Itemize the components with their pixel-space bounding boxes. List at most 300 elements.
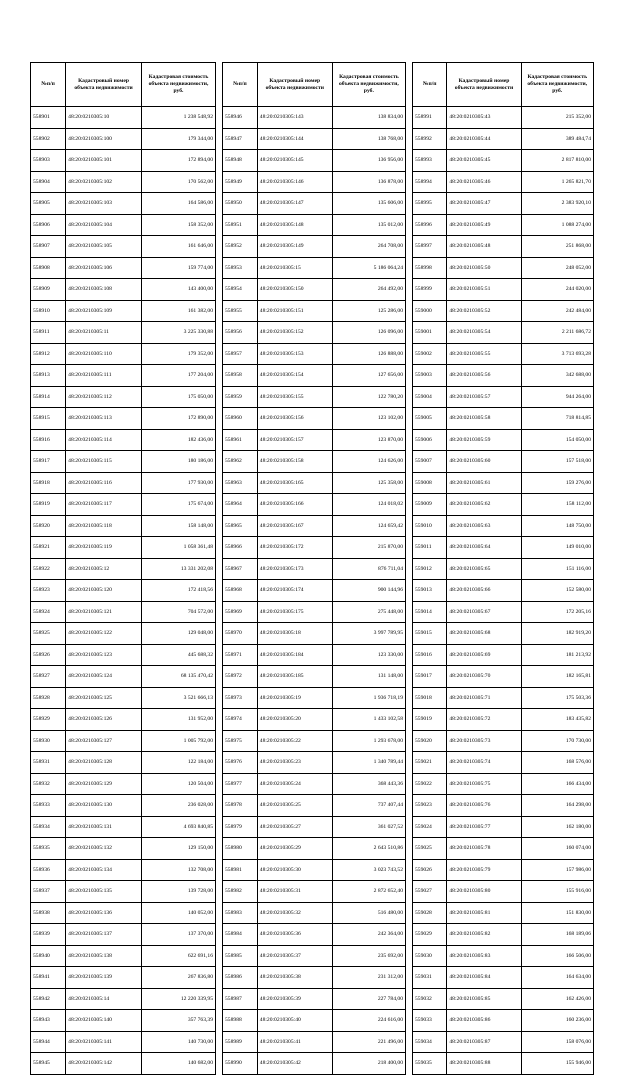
cadastral-number: 48:20:0210305:150 — [257, 279, 332, 301]
table-row — [31, 322, 216, 344]
table-row — [223, 580, 406, 602]
row-number: 558948 — [223, 150, 258, 172]
cadastral-value: 622 691,16 — [141, 945, 215, 967]
cadastral-value: 2 872 652,40 — [332, 881, 405, 903]
cadastral-number: 48:20:0210305:22 — [257, 730, 332, 752]
cadastral-number: 48:20:0210305:58 — [447, 408, 521, 430]
row-number: 558956 — [223, 322, 258, 344]
cadastral-number: 48:20:0210305:47 — [447, 193, 521, 215]
table-row — [223, 537, 406, 559]
row-number: 559022 — [413, 773, 447, 795]
cadastral-value: 1 238 548,92 — [141, 107, 215, 129]
table-row — [31, 1053, 216, 1075]
cadastral-number: 48:20:0210305:120 — [66, 580, 142, 602]
table-row — [31, 279, 216, 301]
row-number: 558912 — [31, 343, 66, 365]
cadastral-value: 2 817 810,00 — [521, 150, 593, 172]
cadastral-number: 48:20:0210305:52 — [447, 300, 521, 322]
row-number: 558906 — [31, 214, 66, 236]
row-number: 558935 — [31, 838, 66, 860]
cadastral-value: 140 052,00 — [141, 902, 215, 924]
table-row — [223, 257, 406, 279]
cadastral-value: 718 814,85 — [521, 408, 593, 430]
table-row — [31, 558, 216, 580]
header-cadastral-value: Кадастровая стоимость объекта недвижимости, руб. — [332, 63, 405, 107]
row-number: 558904 — [31, 171, 66, 193]
cadastral-value: 227 784,00 — [332, 988, 405, 1010]
cadastral-number: 48:20:0210305:46 — [447, 171, 521, 193]
table-header-row — [31, 63, 216, 107]
row-number: 558985 — [223, 945, 258, 967]
cadastral-value: 5 186 064,24 — [332, 257, 405, 279]
cadastral-number: 48:20:0210305:140 — [66, 1010, 142, 1032]
cadastral-value: 159 276,00 — [521, 472, 593, 494]
header-num: №п/п — [31, 63, 66, 107]
cadastral-number: 48:20:0210305:153 — [257, 343, 332, 365]
row-number: 559005 — [413, 408, 447, 430]
cadastral-number: 48:20:0210305:74 — [447, 752, 521, 774]
row-number: 559010 — [413, 515, 447, 537]
cadastral-number: 48:20:0210305:77 — [447, 816, 521, 838]
cadastral-value: 3 225 330,88 — [141, 322, 215, 344]
cadastral-number: 48:20:0210305:71 — [447, 687, 521, 709]
row-number: 559007 — [413, 451, 447, 473]
cadastral-value: 120 504,00 — [141, 773, 215, 795]
cadastral-number: 48:20:0210305:41 — [257, 1031, 332, 1053]
cadastral-number: 48:20:0210305:114 — [66, 429, 142, 451]
cadastral-value: 158 352,00 — [141, 214, 215, 236]
cadastral-value: 143 400,00 — [141, 279, 215, 301]
cadastral-number: 48:20:0210305:148 — [257, 214, 332, 236]
cadastral-value: 129 048,00 — [141, 623, 215, 645]
row-number: 558945 — [31, 1053, 66, 1075]
row-number: 559012 — [413, 558, 447, 580]
row-number: 559030 — [413, 945, 447, 967]
row-number: 558981 — [223, 859, 258, 881]
cadastral-value: 125 286,00 — [332, 300, 405, 322]
cadastral-value: 149 010,00 — [521, 537, 593, 559]
row-number: 558934 — [31, 816, 66, 838]
table-row — [413, 773, 594, 795]
cadastral-number: 48:20:0210305:60 — [447, 451, 521, 473]
cadastral-number: 48:20:0210305:31 — [257, 881, 332, 903]
table-row — [31, 988, 216, 1010]
table-row — [413, 128, 594, 150]
table-row — [413, 150, 594, 172]
row-number: 558982 — [223, 881, 258, 903]
cadastral-number: 48:20:0210305:54 — [447, 322, 521, 344]
table-row — [223, 128, 406, 150]
cadastral-value: 704 572,00 — [141, 601, 215, 623]
cadastral-number: 48:20:0210305:63 — [447, 515, 521, 537]
table-row — [413, 1010, 594, 1032]
cadastral-number: 48:20:0210305:32 — [257, 902, 332, 924]
row-number: 558994 — [413, 171, 447, 193]
table-row — [413, 365, 594, 387]
row-number: 558946 — [223, 107, 258, 129]
row-number: 558997 — [413, 236, 447, 258]
table-row — [413, 451, 594, 473]
table-row — [223, 945, 406, 967]
row-number: 558967 — [223, 558, 258, 580]
table-row — [223, 967, 406, 989]
cadastral-value: 1 936 718,19 — [332, 687, 405, 709]
cadastral-number: 48:20:0210305:38 — [257, 967, 332, 989]
row-number: 558915 — [31, 408, 66, 430]
cadastral-number: 48:20:0210305:64 — [447, 537, 521, 559]
table-row — [31, 601, 216, 623]
table-row — [31, 408, 216, 430]
row-number: 558955 — [223, 300, 258, 322]
row-number: 558954 — [223, 279, 258, 301]
cadastral-value: 151 116,00 — [521, 558, 593, 580]
table-row — [413, 494, 594, 516]
cadastral-value: 158 112,00 — [521, 494, 593, 516]
table-row — [413, 838, 594, 860]
row-number: 559003 — [413, 365, 447, 387]
cadastral-number: 48:20:0210305:185 — [257, 666, 332, 688]
row-number: 558971 — [223, 644, 258, 666]
row-number: 559011 — [413, 537, 447, 559]
table-row — [223, 988, 406, 1010]
row-number: 558975 — [223, 730, 258, 752]
cadastral-number: 48:20:0210305:20 — [257, 709, 332, 731]
cadastral-number: 48:20:0210305:86 — [447, 1010, 521, 1032]
cadastral-number: 48:20:0210305:175 — [257, 601, 332, 623]
row-number: 559020 — [413, 730, 447, 752]
table-row — [413, 515, 594, 537]
cadastral-number: 48:20:0210305:51 — [447, 279, 521, 301]
header-cadastral-number: Кадастровый номер объекта недвижимости — [447, 63, 521, 107]
cadastral-value: 175 503,36 — [521, 687, 593, 709]
table-row — [223, 193, 406, 215]
cadastral-number: 48:20:0210305:139 — [66, 967, 142, 989]
cadastral-value: 157 518,00 — [521, 451, 593, 473]
row-number: 558957 — [223, 343, 258, 365]
cadastral-value: 248 052,00 — [521, 257, 593, 279]
cadastral-value: 361 027,52 — [332, 816, 405, 838]
table-row — [223, 429, 406, 451]
cadastral-number: 48:20:0210305:105 — [66, 236, 142, 258]
cadastral-number: 48:20:0210305:18 — [257, 623, 332, 645]
cadastral-number: 48:20:0210305:69 — [447, 644, 521, 666]
cadastral-number: 48:20:0210305:132 — [66, 838, 142, 860]
table-row — [31, 859, 216, 881]
cadastral-number: 48:20:0210305:67 — [447, 601, 521, 623]
table-row — [31, 214, 216, 236]
cadastral-value: 170 562,00 — [141, 171, 215, 193]
table-row — [31, 1010, 216, 1032]
cadastral-number: 48:20:0210305:108 — [66, 279, 142, 301]
cadastral-value: 251 868,00 — [521, 236, 593, 258]
table-row — [413, 386, 594, 408]
table-row — [31, 107, 216, 129]
cadastral-value: 124 659,42 — [332, 515, 405, 537]
row-number: 558914 — [31, 386, 66, 408]
cadastral-value: 139 728,00 — [141, 881, 215, 903]
cadastral-number: 48:20:0210305:49 — [447, 214, 521, 236]
cadastral-number: 48:20:0210305:44 — [447, 128, 521, 150]
cadastral-number: 48:20:0210305:152 — [257, 322, 332, 344]
cadastral-number: 48:20:0210305:126 — [66, 709, 142, 731]
cadastral-value: 215 870,00 — [332, 537, 405, 559]
cadastral-value: 126 096,00 — [332, 322, 405, 344]
table-row — [413, 472, 594, 494]
table-row — [223, 451, 406, 473]
cadastral-number: 48:20:0210305:119 — [66, 537, 142, 559]
row-number: 559004 — [413, 386, 447, 408]
cadastral-number: 48:20:0210305:141 — [66, 1031, 142, 1053]
row-number: 558938 — [31, 902, 66, 924]
table-row — [31, 171, 216, 193]
cadastral-value: 123 102,00 — [332, 408, 405, 430]
cadastral-value: 68 135 470,42 — [141, 666, 215, 688]
row-number: 559014 — [413, 601, 447, 623]
row-number: 558908 — [31, 257, 66, 279]
cadastral-number: 48:20:0210305:149 — [257, 236, 332, 258]
cadastral-number: 48:20:0210305:113 — [66, 408, 142, 430]
cadastral-number: 48:20:0210305:151 — [257, 300, 332, 322]
cadastral-value: 2 211 686,72 — [521, 322, 593, 344]
row-number: 559017 — [413, 666, 447, 688]
cadastral-value: 264 492,00 — [332, 279, 405, 301]
cadastral-value: 181 213,92 — [521, 644, 593, 666]
table-row — [413, 236, 594, 258]
cadastral-number: 48:20:0210305:128 — [66, 752, 142, 774]
table-row — [413, 193, 594, 215]
row-number: 558927 — [31, 666, 66, 688]
table-row — [223, 795, 406, 817]
table-row — [223, 408, 406, 430]
cadastral-number: 48:20:0210305:122 — [66, 623, 142, 645]
cadastral-number: 48:20:0210305:23 — [257, 752, 332, 774]
row-number: 558925 — [31, 623, 66, 645]
cadastral-value: 215 352,00 — [521, 107, 593, 129]
table-row — [31, 816, 216, 838]
table-row — [31, 752, 216, 774]
table-row — [223, 881, 406, 903]
cadastral-number: 48:20:0210305:156 — [257, 408, 332, 430]
row-number: 558992 — [413, 128, 447, 150]
table-row — [223, 666, 406, 688]
cadastral-value: 1 433 102,58 — [332, 709, 405, 731]
row-number: 558960 — [223, 408, 258, 430]
cadastral-number: 48:20:0210305:147 — [257, 193, 332, 215]
cadastral-value: 131 148,00 — [332, 666, 405, 688]
cadastral-number: 48:20:0210305:11 — [66, 322, 142, 344]
cadastral-number: 48:20:0210305:127 — [66, 730, 142, 752]
table-row — [413, 730, 594, 752]
table-row — [413, 881, 594, 903]
row-number: 559013 — [413, 580, 447, 602]
table-row — [413, 795, 594, 817]
cadastral-value: 12 220 339,95 — [141, 988, 215, 1010]
cadastral-value: 3 997 789,95 — [332, 623, 405, 645]
cadastral-value: 737 407,44 — [332, 795, 405, 817]
table-row — [413, 1053, 594, 1075]
cadastral-value: 368 443,36 — [332, 773, 405, 795]
table-row — [31, 881, 216, 903]
table-row — [413, 580, 594, 602]
cadastral-value: 264 708,00 — [332, 236, 405, 258]
row-number: 559000 — [413, 300, 447, 322]
cadastral-value: 131 952,00 — [141, 709, 215, 731]
row-number: 558996 — [413, 214, 447, 236]
row-number: 559018 — [413, 687, 447, 709]
row-number: 559024 — [413, 816, 447, 838]
table-row — [223, 515, 406, 537]
table-row — [413, 214, 594, 236]
cadastral-value: 3 521 666,13 — [141, 687, 215, 709]
table-row — [31, 451, 216, 473]
cadastral-number: 48:20:0210305:80 — [447, 881, 521, 903]
cadastral-number: 48:20:0210305:115 — [66, 451, 142, 473]
cadastral-value: 125 358,00 — [332, 472, 405, 494]
table-row — [223, 558, 406, 580]
table-row — [223, 300, 406, 322]
cadastral-value: 166 434,00 — [521, 773, 593, 795]
row-number: 559015 — [413, 623, 447, 645]
cadastral-number: 48:20:0210305:124 — [66, 666, 142, 688]
row-number: 558988 — [223, 1010, 258, 1032]
row-number: 558959 — [223, 386, 258, 408]
table-row — [413, 601, 594, 623]
cadastral-number: 48:20:0210305:103 — [66, 193, 142, 215]
cadastral-value: 177 930,00 — [141, 472, 215, 494]
row-number: 559023 — [413, 795, 447, 817]
cadastral-value: 164 298,00 — [521, 795, 593, 817]
cadastral-number: 48:20:0210305:19 — [257, 687, 332, 709]
table-row — [223, 1010, 406, 1032]
row-number: 558911 — [31, 322, 66, 344]
row-number: 558984 — [223, 924, 258, 946]
cadastral-number: 48:20:0210305:112 — [66, 386, 142, 408]
cadastral-value: 4 693 840,85 — [141, 816, 215, 838]
table-row — [223, 236, 406, 258]
cadastral-value: 122 780,20 — [332, 386, 405, 408]
table-row — [31, 666, 216, 688]
cadastral-value: 140 730,00 — [141, 1031, 215, 1053]
cadastral-number: 48:20:0210305:12 — [66, 558, 142, 580]
cadastral-number: 48:20:0210305:106 — [66, 257, 142, 279]
header-cadastral-value: Кадастровая стоимость объекта недвижимости, руб. — [141, 63, 215, 107]
table-row — [413, 709, 594, 731]
cadastral-value: 516 480,00 — [332, 902, 405, 924]
row-number: 558999 — [413, 279, 447, 301]
cadastral-value: 135 012,00 — [332, 214, 405, 236]
table-row — [223, 472, 406, 494]
cadastral-value: 172 418,56 — [141, 580, 215, 602]
row-number: 558921 — [31, 537, 66, 559]
row-number: 558963 — [223, 472, 258, 494]
row-number: 558944 — [31, 1031, 66, 1053]
table-row — [413, 945, 594, 967]
table-row — [413, 408, 594, 430]
cadastral-value: 179 344,00 — [141, 128, 215, 150]
cadastral-value: 179 352,00 — [141, 343, 215, 365]
table-row — [31, 537, 216, 559]
table-row — [31, 580, 216, 602]
table-row — [223, 107, 406, 129]
row-number: 558933 — [31, 795, 66, 817]
row-number: 558952 — [223, 236, 258, 258]
cadastral-number: 48:20:0210305:167 — [257, 515, 332, 537]
row-number: 558932 — [31, 773, 66, 795]
table-row — [413, 558, 594, 580]
row-number: 558989 — [223, 1031, 258, 1053]
row-number: 558978 — [223, 795, 258, 817]
cadastral-value: 129 150,00 — [141, 838, 215, 860]
table-row — [413, 988, 594, 1010]
cadastral-number: 48:20:0210305:129 — [66, 773, 142, 795]
cadastral-number: 48:20:0210305:78 — [447, 838, 521, 860]
table-row — [413, 537, 594, 559]
cadastral-number: 48:20:0210305:110 — [66, 343, 142, 365]
cadastral-number: 48:20:0210305:145 — [257, 150, 332, 172]
table-row — [413, 644, 594, 666]
cadastral-value: 137 370,00 — [141, 924, 215, 946]
cadastral-number: 48:20:0210305:24 — [257, 773, 332, 795]
row-number: 558969 — [223, 601, 258, 623]
table-row — [31, 709, 216, 731]
table-row — [223, 859, 406, 881]
row-number: 558940 — [31, 945, 66, 967]
row-number: 558907 — [31, 236, 66, 258]
table-row — [413, 752, 594, 774]
cadastral-value: 231 312,00 — [332, 967, 405, 989]
cadastral-value: 182 165,81 — [521, 666, 593, 688]
cadastral-number: 48:20:0210305:14 — [66, 988, 142, 1010]
cadastral-value: 166 506,00 — [521, 945, 593, 967]
cadastral-number: 48:20:0210305:134 — [66, 859, 142, 881]
cadastral-value: 151 830,00 — [521, 902, 593, 924]
cadastral-number: 48:20:0210305:45 — [447, 150, 521, 172]
cadastral-number: 48:20:0210305:85 — [447, 988, 521, 1010]
cadastral-number: 48:20:0210305:66 — [447, 580, 521, 602]
row-number: 558937 — [31, 881, 66, 903]
cadastral-number: 48:20:0210305:62 — [447, 494, 521, 516]
row-number: 559021 — [413, 752, 447, 774]
cadastral-value: 172 890,00 — [141, 408, 215, 430]
cadastral-value: 235 692,00 — [332, 945, 405, 967]
row-number: 559026 — [413, 859, 447, 881]
cadastral-value: 242 364,00 — [332, 924, 405, 946]
cadastral-number: 48:20:0210305:137 — [66, 924, 142, 946]
cadastral-number: 48:20:0210305:48 — [447, 236, 521, 258]
cadastral-number: 48:20:0210305:131 — [66, 816, 142, 838]
table-row — [413, 687, 594, 709]
row-number: 558958 — [223, 365, 258, 387]
table-row — [413, 171, 594, 193]
table-row — [223, 322, 406, 344]
cadastral-value: 168 576,00 — [521, 752, 593, 774]
table-row — [31, 365, 216, 387]
row-number: 558990 — [223, 1053, 258, 1075]
row-number: 558965 — [223, 515, 258, 537]
cadastral-value: 124 018,02 — [332, 494, 405, 516]
table-row — [223, 343, 406, 365]
cadastral-value: 177 204,00 — [141, 365, 215, 387]
cadastral-number: 48:20:0210305:25 — [257, 795, 332, 817]
cadastral-value: 182 436,00 — [141, 429, 215, 451]
row-number: 558983 — [223, 902, 258, 924]
cadastral-value: 162 180,00 — [521, 816, 593, 838]
table-row — [31, 623, 216, 645]
row-number: 559008 — [413, 472, 447, 494]
row-number: 558942 — [31, 988, 66, 1010]
row-number: 558977 — [223, 773, 258, 795]
cadastral-value: 127 656,00 — [332, 365, 405, 387]
